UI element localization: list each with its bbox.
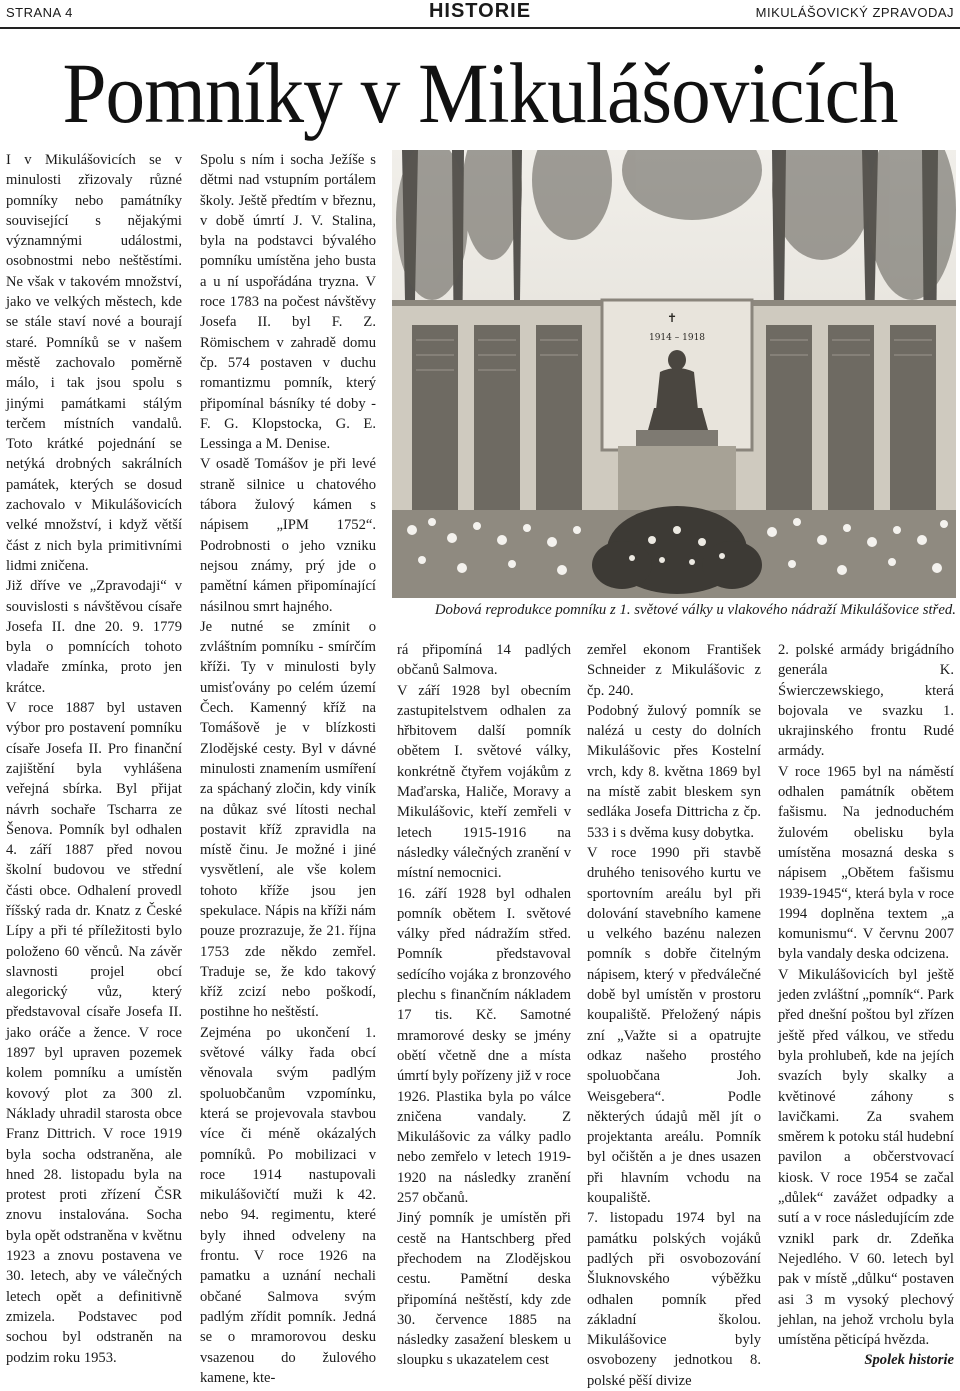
article-title: Pomníky v Mikulášovicích [62, 45, 898, 141]
paragraph: 2. polské armády brigádního generála K. Świerczewskiego, která bojovala ve svazku 1. ukrajinského frontu Rudé armády. [778, 642, 954, 760]
publication-name: MIKULÁŠOVICKÝ ZPRAVODAJ [755, 5, 954, 20]
text-column-2 [200, 150, 376, 1388]
svg-text:✝: ✝ [666, 311, 678, 325]
header-divider [0, 27, 960, 29]
section-heading: HISTORIE [428, 0, 532, 22]
paragraph: 16. září 1928 byl odhalen pomník obětem I. světové války před nádražím střed. Pomník představoval sedícího vojáka z bronzového plechu s finančním nákladem 17 tis. Kč. Samotné mramorové desky se jmény obětí včetně dne a místa úmrtí byly pořízeny již v roce 1926. Plastika byla po válce zničena vandaly. Z Mikulášovic za války padlo nebo zemřelo v letech 1919-1920 na následky zranění 257 občanů. [397, 885, 571, 1207]
paragraph: V roce 1887 byl ustaven výbor pro postavení pomníku císaře Josefa II. Pro finanční zajištění byla vyhlášena veřejná sbírka. Byl přijat návrh sochaře Tscharra ze Šenova. Pomník byl odhalen 4. září 1887 před novou školní budovou ve střední části obce. Odhalení provedl říšský rada dr. Knatz z České Lípy a při té příležitosti bylo položeno 60 věnců. Na závěr slavnosti projel obcí alegorický vůz, který představoval císaře Josefa II. jako oráče a žence. V roce 1897 byl upraven pozemek kolem pomníku a umístěn kovový plot za 300 zl. Náklady uhradil starosta obce Franz Dittrich. V roce 1919 byla socha odstraněna, ale hned 28. listopadu byla na protest proti zřízení ČSR znovu instalována. Socha byla opět odstraněna v květnu 1923 a znovu postavena ve 30. letech, aby ve válečných letech opět a definitivně zmizela. Podstavec pod sochou byl odstraněn na podzim roku 1953. [6, 700, 182, 1366]
paragraph: V Mikulášovicích byl ještě jeden zvláštní „pomník“. Park před dnešní poštou byl zřízen ještě před válkou, ve středu byla prohlubeň, kde na jejích svazích byly skalky a květinové záhony s lavičkami. Za svahem směrem k potoku stál hudební pavilon a občerstvovací kiosk. V roce 1954 se začal „důlek“ zavážet odpadky a sutí a v roce následujícím zde vznikl park dr. Zdeňka Nejedlého. V 60. letech byl pak v místě „důlku“ postaven asi 3 m vysoký plechový jehlan, na jehož vrcholu byla umístěna pěticípá hvězda. [778, 966, 954, 1349]
paragraph: V roce 1990 při stavbě druhého tenisového kurtu ve sportovním areálu byl při dolování stavebního kamene u velkého bazénu nalezen pomník s dobře čitelným nápisem, který v předválečné době byl umístěn v prostoru koupaliště. Přeložený nápis zní „Važte si a opatrujte odkaz našeho prostého spoluobčana Joh. Weisgebera“. Podle některých údajů měl jít o projektanta areálu. Pomník byl očištěn a je dnes usazen při hlavním vchodu na koupaliště. [587, 844, 761, 1207]
paragraph: V roce 1965 byl na náměstí odhalen památník obětem fašismu. Na jednoduchém žulovém obelisku byla umístěna mosazná deska s nápisem „Obětem fašismu 1939-1945“, která byla v roce 1994 doplněna textem „a komunismu“. V červnu 2007 byla vandaly deska odcizena. [778, 763, 954, 963]
paragraph: Jiný pomník je umístěn při cestě na Hantschberg před přechodem na Zlodějskou cestu. Pamětní deska připomíná neštěstí, kdy zde 30. července 1885 na následky zasažení bleskem u sloupku s ukazatelem cest [397, 1210, 571, 1369]
paragraph: Spolu s ním i socha Ježíše s dětmi nad vstupním portálem školy. Ještě předtím v březnu, v době úmrtí J. V. Stalina, byla na podstavci bývalého pomníku umístěna jeho busta a u ní uspořádána tryzna. V roce 1783 na počest návštěvy Josefa II. byl F. Z. Römischem v zahradě domu čp. 574 postaven v duchu romantizmu pomník, který připomínal básníky té doby - F. G. Klopstocka, G. E. Lessinga a M. Denise. [200, 152, 376, 453]
page-header [0, 0, 960, 28]
paragraph: Podobný žulový pomník se nalézá u cesty do dolních Mikulášovic přes Kostelní vrch, kdy 8. května 1869 byl na místě zabit bleskem syn sedláka Josefa Dittricha z čp. 533 i s dvěma kusy dobytka. [587, 702, 761, 841]
paragraph: 7. listopadu 1974 byl na památku polských vojáků padlých při osvobozování Šluknovského výběžku odhalen pomník před základní školou. Mikulášovice byly osvobozeny jednotkou 8. polské pěší divize [587, 1210, 761, 1389]
page-number-label: STRANA 4 [6, 5, 73, 20]
paragraph: Již dříve ve „Zpravodaji“ v souvislosti s návštěvou císaře Josefa II. dne 20. 9. 1779 byla o pomnících tohoto vladaře zmínka, proto jen krátce. [6, 578, 182, 696]
paragraph: Je nutné se zmínit o zvláštním pomníku - smírčím kříži. Ty v minulosti byly umisťovány po celém území Čech. Kamenný kříž na Tomášově je v blízkosti Zlodějské cesty. Byl v dávné minulosti znamením usmíření za spáchaný zločin, kdy viník na důkaz své lítosti nechal postavit kříž zpravidla na místě činu. Je možné i jiné vysvětlení, ale vše kolem tohoto kříže jsou jen spekulace. Nápis na kříži nám pouze prozrazuje, že 21. října 1753 zde někdo zemřel. Traduje se, že kdo takový kříž zcizí nebo poškodí, postihne ho neštěstí. [200, 618, 376, 1021]
paragraph: zemřel ekonom František Schneider z Mikulášovic z čp. 240. [587, 642, 761, 699]
memorial-dates: 1914 – 1918 [648, 333, 706, 343]
article-signature: Spolek historie [864, 1352, 954, 1369]
photo-caption: Dobová reprodukce pomníku z 1. světové války u vlakového nádraží Mikulášovice střed. [434, 602, 956, 618]
text-column-3 [397, 640, 571, 1371]
paragraph: V osadě Tomášov je při levé straně silnice u chatového tábora žulový kámen s nápisem „IPM 1752“. Podrobnosti o jeho vzniku nejsou známy, prý jde o pamětní kámen připomínající násilnou smrt hajného. [200, 456, 376, 615]
memorial-photo-illustration [392, 150, 956, 598]
paragraph: rá připomíná 14 padlých občanů Salmova. [397, 642, 571, 679]
text-column-1 [6, 150, 182, 1368]
paragraph: I v Mikulášovicích se v minulosti zřizovaly různé pomníky nebo památníky související s nějakými významnými událostmi, osobnostmi nebo neštěstími. Ne však v takovém množství, jako ve velkých městech, kde se stále staví nové a bourají staré. Pomníků se v našem městě zachovalo poměrně málo, i tak jsou spolu s jinými památkami stálým terčem místních vandalů. Toto krátké pojednání se netýká drobných sakrálních památek, kterých se dosud zachovalo v Mikulášovicích velké množství, i když větší část z nich byla primitivními lidmi zničena. [6, 152, 182, 574]
memorial-photo [392, 150, 956, 598]
text-column-4 [587, 640, 761, 1391]
paragraph: V září 1928 byl obecním zastupitelstvem odhalen za hřbitovem další pomník obětem I. světové války, konkrétně čtyřem vojákům z Maďarska, Haliče, Moravy a Mikulášovic, kteří zemřeli v letech 1915-1916 na následky válečných zranění v místní nemocnici. [397, 682, 571, 882]
paragraph: Zejména po ukončení 1. světové války řada obcí věnovala svým padlým spoluobčanům vzpomínku, která se projevovala stavbou více či méně okázalých pomníků. Po mobilizaci v roce 1914 nastupovali mikulášovičtí muži k 42. nebo 94. regimentu, které byly ihned odveleny na frontu. V roce 1926 na pamatku a uznání nechali občané Salmova svým padlým zřídit pomník. Jedná se o mramorovou desku vsazenou do žulového kamene, kte- [200, 1024, 376, 1386]
text-column-5 [778, 640, 954, 1371]
